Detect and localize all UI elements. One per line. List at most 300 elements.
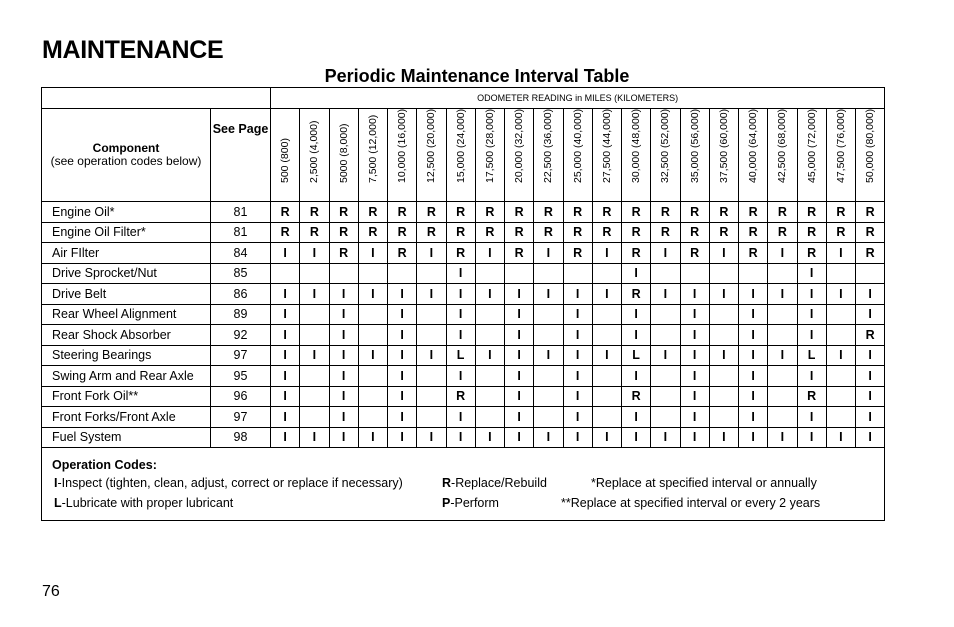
operation-code-cell xyxy=(475,263,504,284)
legend-row-2 xyxy=(52,496,874,516)
operation-code-cell: I xyxy=(446,325,475,346)
interval-header xyxy=(505,109,534,202)
table-row xyxy=(42,407,885,428)
operation-code-cell: I xyxy=(505,284,534,305)
operation-code-cell xyxy=(388,263,417,284)
interval-label: 37,500 (60,000) xyxy=(717,108,730,183)
odometer-header: ODOMETER READING in MILES (KILOMETERS) xyxy=(271,88,885,109)
operation-code-cell: I xyxy=(768,427,797,448)
operation-code-cell xyxy=(358,263,387,284)
table-row xyxy=(42,427,885,448)
operation-code-cell: I xyxy=(739,427,768,448)
interval-label: 5000 (8,000) xyxy=(337,123,350,183)
operation-code-cell xyxy=(680,263,709,284)
operation-code-cell: I xyxy=(271,284,300,305)
operation-code-cell xyxy=(709,366,738,387)
operation-code-cell xyxy=(709,263,738,284)
interval-header xyxy=(300,109,329,202)
operation-code-cell: I xyxy=(826,427,855,448)
interval-label: 10,000 (16,000) xyxy=(396,108,409,183)
operation-code-cell: I xyxy=(622,263,651,284)
operation-code-cell: R xyxy=(329,243,358,264)
operation-code-cell: I xyxy=(475,243,504,264)
legend-perform-code: P xyxy=(442,496,451,510)
interval-label: 27,500 (44,000) xyxy=(600,108,613,183)
operation-code-cell: I xyxy=(563,345,592,366)
operation-code-cell xyxy=(768,263,797,284)
component-name: Steering Bearings xyxy=(42,345,211,366)
operation-code-cell: I xyxy=(388,345,417,366)
operation-code-cell xyxy=(475,304,504,325)
operation-code-cell: I xyxy=(739,345,768,366)
legend-inspect-code: I xyxy=(54,476,58,490)
operation-code-cell xyxy=(505,263,534,284)
operation-code-cell: I xyxy=(563,304,592,325)
operation-code-cell: I xyxy=(505,386,534,407)
operation-code-cell xyxy=(417,263,446,284)
operation-code-cell: R xyxy=(826,202,855,223)
operation-code-cell: I xyxy=(417,284,446,305)
legend-double-star-note: **Replace at specified interval or every 2 years xyxy=(561,496,821,510)
see-page-value: 97 xyxy=(211,345,271,366)
interval-label: 47,500 (76,000) xyxy=(834,108,847,183)
operation-code-cell: I xyxy=(358,427,387,448)
component-name: Front Fork Oil** xyxy=(42,386,211,407)
operation-code-cell: I xyxy=(505,325,534,346)
operation-code-cell xyxy=(709,407,738,428)
operation-code-cell: I xyxy=(505,304,534,325)
operation-code-cell: I xyxy=(329,366,358,387)
legend-replace xyxy=(442,476,547,490)
operation-code-cell: I xyxy=(856,427,885,448)
see-page-value: 98 xyxy=(211,427,271,448)
operation-code-cell xyxy=(768,407,797,428)
legend-title: Operation Codes: xyxy=(52,458,157,472)
operation-code-cell: I xyxy=(563,284,592,305)
operation-code-cell: I xyxy=(739,325,768,346)
operation-code-cell xyxy=(417,366,446,387)
operation-code-cell xyxy=(300,407,329,428)
operation-code-cell: I xyxy=(417,345,446,366)
operation-code-cell: I xyxy=(651,427,680,448)
operation-code-cell: R xyxy=(622,284,651,305)
operation-code-cell: I xyxy=(680,386,709,407)
interval-header xyxy=(271,109,300,202)
operation-code-cell: R xyxy=(446,202,475,223)
component-name: Engine Oil* xyxy=(42,202,211,223)
operation-code-cell: I xyxy=(651,284,680,305)
operation-code-cell xyxy=(826,325,855,346)
interval-label: 42,500 (68,000) xyxy=(776,108,789,183)
operation-code-cell xyxy=(709,325,738,346)
operation-code-cell: I xyxy=(446,263,475,284)
table-row xyxy=(42,243,885,264)
operation-code-cell: I xyxy=(534,284,563,305)
operation-code-cell: I xyxy=(271,243,300,264)
operation-code-cell: I xyxy=(505,345,534,366)
operation-code-cell: I xyxy=(592,427,621,448)
interval-header xyxy=(592,109,621,202)
legend-lube-code: L xyxy=(54,496,62,510)
operation-code-cell: R xyxy=(622,222,651,243)
operation-code-cell: I xyxy=(505,407,534,428)
operation-code-cell: I xyxy=(329,407,358,428)
legend-star-note: *Replace at specified interval or annually xyxy=(591,476,817,490)
operation-code-cell: R xyxy=(563,243,592,264)
legend-perform xyxy=(442,496,499,510)
interval-header xyxy=(826,109,855,202)
operation-code-cell xyxy=(826,366,855,387)
operation-code-cell: R xyxy=(680,222,709,243)
table-row xyxy=(42,222,885,243)
operation-code-cell: R xyxy=(446,243,475,264)
interval-header xyxy=(739,109,768,202)
operation-code-cell: R xyxy=(622,386,651,407)
operation-code-cell: R xyxy=(739,202,768,223)
operation-code-cell xyxy=(300,304,329,325)
operation-code-cell xyxy=(417,325,446,346)
table-row xyxy=(42,386,885,407)
operation-code-cell: I xyxy=(475,427,504,448)
operation-code-cell: I xyxy=(446,304,475,325)
operation-code-cell: I xyxy=(797,407,826,428)
interval-label: 30,000 (48,000) xyxy=(630,108,643,183)
operation-code-cell: R xyxy=(505,222,534,243)
interval-label: 17,500 (28,000) xyxy=(483,108,496,183)
interval-header xyxy=(417,109,446,202)
operation-code-cell: I xyxy=(856,284,885,305)
operation-code-cell xyxy=(826,407,855,428)
component-name: Swing Arm and Rear Axle xyxy=(42,366,211,387)
see-page-value: 92 xyxy=(211,325,271,346)
operation-code-cell: I xyxy=(739,366,768,387)
operation-code-cell: R xyxy=(797,243,826,264)
operation-code-cell: I xyxy=(300,284,329,305)
operation-code-cell xyxy=(563,263,592,284)
operation-code-cell: R xyxy=(563,222,592,243)
component-header-label: Component xyxy=(92,141,160,155)
operation-code-cell: I xyxy=(651,243,680,264)
operation-code-cell: I xyxy=(709,427,738,448)
operation-code-cell: I xyxy=(856,366,885,387)
operation-code-cell xyxy=(768,386,797,407)
operation-code-cell: I xyxy=(680,427,709,448)
interval-label: 15,000 (24,000) xyxy=(454,108,467,183)
operation-code-cell: I xyxy=(388,325,417,346)
operation-code-cell: I xyxy=(358,243,387,264)
operation-code-cell: R xyxy=(856,222,885,243)
operation-code-cell: I xyxy=(592,345,621,366)
operation-code-cell: R xyxy=(446,386,475,407)
interval-label: 25,000 (40,000) xyxy=(571,108,584,183)
interval-header xyxy=(709,109,738,202)
interval-label: 35,000 (56,000) xyxy=(688,108,701,183)
interval-header xyxy=(446,109,475,202)
operation-code-cell xyxy=(651,386,680,407)
operation-code-cell: I xyxy=(271,345,300,366)
operation-code-cell: I xyxy=(797,325,826,346)
operation-code-cell: R xyxy=(680,202,709,223)
operation-code-cell xyxy=(651,263,680,284)
operation-code-cell: I xyxy=(768,243,797,264)
operation-code-cell: I xyxy=(856,386,885,407)
operation-code-cell xyxy=(768,325,797,346)
interval-header xyxy=(329,109,358,202)
table-row xyxy=(42,263,885,284)
operation-code-cell: I xyxy=(563,407,592,428)
operation-code-cell xyxy=(856,263,885,284)
operation-code-cell: R xyxy=(358,202,387,223)
operation-code-cell xyxy=(592,386,621,407)
page-title: MAINTENANCE xyxy=(42,36,224,64)
component-header xyxy=(42,109,211,202)
operation-code-cell: R xyxy=(388,243,417,264)
operation-code-cell xyxy=(534,366,563,387)
operation-code-cell: I xyxy=(856,304,885,325)
operation-code-cell xyxy=(651,325,680,346)
operation-code-cell: I xyxy=(563,427,592,448)
table-row xyxy=(42,202,885,223)
interval-header xyxy=(388,109,417,202)
component-name: Front Forks/Front Axle xyxy=(42,407,211,428)
operation-code-cell: I xyxy=(329,427,358,448)
operation-code-cell: I xyxy=(709,345,738,366)
component-name: Rear Shock Absorber xyxy=(42,325,211,346)
component-name: Fuel System xyxy=(42,427,211,448)
operation-code-cell: R xyxy=(329,202,358,223)
interval-label: 12,500 (20,000) xyxy=(425,108,438,183)
interval-label: 40,000 (64,000) xyxy=(747,108,760,183)
operation-code-cell: R xyxy=(680,243,709,264)
operation-code-cell xyxy=(358,325,387,346)
operation-code-cell: R xyxy=(651,202,680,223)
interval-label: 45,000 (72,000) xyxy=(805,108,818,183)
operation-code-cell: I xyxy=(388,366,417,387)
operation-code-cell: I xyxy=(446,284,475,305)
operation-code-cell: R xyxy=(739,243,768,264)
operation-code-cell: I xyxy=(475,284,504,305)
interval-header xyxy=(358,109,387,202)
operation-code-cell: R xyxy=(768,222,797,243)
legend-inspect-text: -Inspect (tighten, clean, adjust, correct or replace if necessary) xyxy=(57,476,403,490)
operation-code-cell: I xyxy=(329,304,358,325)
operation-code-cell: I xyxy=(709,243,738,264)
operation-code-cell xyxy=(329,263,358,284)
operation-code-cell: I xyxy=(358,345,387,366)
operation-code-cell: I xyxy=(797,427,826,448)
operation-code-cell xyxy=(768,304,797,325)
interval-label: 500 (800) xyxy=(279,138,292,183)
operation-code-cell: R xyxy=(534,222,563,243)
operation-code-cell: I xyxy=(680,366,709,387)
see-page-header: See Page xyxy=(211,109,271,202)
operation-code-cell: R xyxy=(651,222,680,243)
see-page-value: 81 xyxy=(211,202,271,223)
operation-code-cell: I xyxy=(622,304,651,325)
legend-row-1 xyxy=(52,476,874,496)
operation-code-cell: I xyxy=(826,243,855,264)
operation-code-cell: R xyxy=(739,222,768,243)
operation-code-cell: I xyxy=(768,345,797,366)
operation-code-cell: I xyxy=(300,243,329,264)
operation-code-cell: R xyxy=(300,222,329,243)
operation-code-cell: I xyxy=(534,243,563,264)
operation-code-cell xyxy=(300,366,329,387)
operation-code-cell: R xyxy=(388,202,417,223)
operation-code-cell xyxy=(475,386,504,407)
operation-code-cell: R xyxy=(826,222,855,243)
operation-code-cell: I xyxy=(446,407,475,428)
interval-label: 2,500 (4,000) xyxy=(308,120,321,183)
operation-code-cell: I xyxy=(358,284,387,305)
operation-code-cell: I xyxy=(329,386,358,407)
operation-code-cell: R xyxy=(505,202,534,223)
see-page-value: 97 xyxy=(211,407,271,428)
table-row xyxy=(42,366,885,387)
component-name: Drive Belt xyxy=(42,284,211,305)
interval-header xyxy=(534,109,563,202)
see-page-value: 81 xyxy=(211,222,271,243)
component-name: Drive Sprocket/Nut xyxy=(42,263,211,284)
component-header-note: (see operation codes below) xyxy=(50,154,202,168)
see-page-value: 96 xyxy=(211,386,271,407)
operation-code-cell: R xyxy=(534,202,563,223)
operation-code-cell xyxy=(300,263,329,284)
operation-code-cell: I xyxy=(271,386,300,407)
operation-code-cell xyxy=(534,304,563,325)
operation-code-cell xyxy=(826,263,855,284)
interval-label: 22,500 (36,000) xyxy=(542,108,555,183)
operation-code-cell: I xyxy=(739,304,768,325)
legend-perform-text: -Perform xyxy=(450,496,499,510)
interval-label: 32,500 (52,000) xyxy=(659,108,672,183)
interval-header xyxy=(475,109,504,202)
operation-code-cell: I xyxy=(446,366,475,387)
operation-code-cell: R xyxy=(709,222,738,243)
operation-code-cell xyxy=(768,366,797,387)
operation-code-cell: R xyxy=(417,222,446,243)
operation-code-cell: I xyxy=(680,325,709,346)
operation-code-cell: I xyxy=(826,284,855,305)
operation-code-cell: R xyxy=(475,222,504,243)
operation-code-cell: I xyxy=(739,386,768,407)
operation-code-cell: I xyxy=(797,366,826,387)
operation-code-cell: R xyxy=(592,202,621,223)
operation-code-cell: I xyxy=(739,407,768,428)
operation-code-cell: R xyxy=(856,202,885,223)
operation-code-cell xyxy=(475,407,504,428)
operation-code-cell: R xyxy=(271,222,300,243)
operation-code-cell: I xyxy=(622,366,651,387)
operation-code-cell xyxy=(592,304,621,325)
table-row xyxy=(42,284,885,305)
legend-replace-text: -Replace/Rebuild xyxy=(451,476,547,490)
operation-code-cell: R xyxy=(622,243,651,264)
operation-code-cell: I xyxy=(300,345,329,366)
interval-header xyxy=(797,109,826,202)
operation-code-cell: R xyxy=(592,222,621,243)
operation-code-cell: I xyxy=(797,284,826,305)
see-page-value: 85 xyxy=(211,263,271,284)
operation-code-cell xyxy=(475,366,504,387)
operation-code-cell: I xyxy=(417,243,446,264)
operation-code-cell: I xyxy=(271,325,300,346)
operation-code-cell: I xyxy=(271,304,300,325)
table-row xyxy=(42,325,885,346)
operation-code-cell: I xyxy=(505,366,534,387)
operation-code-cell: R xyxy=(505,243,534,264)
operation-code-cell: I xyxy=(797,263,826,284)
operation-code-cell: I xyxy=(271,366,300,387)
operation-code-cell: I xyxy=(417,427,446,448)
see-page-value: 86 xyxy=(211,284,271,305)
interval-header xyxy=(563,109,592,202)
operation-code-cell: I xyxy=(388,304,417,325)
operation-code-cell: R xyxy=(856,243,885,264)
operation-code-cell: I xyxy=(680,407,709,428)
maintenance-interval-table xyxy=(41,87,885,521)
operation-code-cell: I xyxy=(651,345,680,366)
operation-code-cell: I xyxy=(446,427,475,448)
legend-inspect xyxy=(54,476,403,490)
operation-code-cell xyxy=(475,325,504,346)
operation-code-cell xyxy=(592,325,621,346)
operation-code-cell: I xyxy=(592,284,621,305)
operation-code-cell: I xyxy=(534,345,563,366)
operation-code-cell: L xyxy=(797,345,826,366)
operation-code-cell xyxy=(592,366,621,387)
operation-code-cell xyxy=(709,304,738,325)
operation-code-cell xyxy=(358,386,387,407)
operation-code-cell: I xyxy=(739,284,768,305)
operation-code-cell: R xyxy=(856,325,885,346)
operation-code-cell: I xyxy=(563,366,592,387)
operation-code-cell: R xyxy=(271,202,300,223)
operation-code-cell: I xyxy=(329,325,358,346)
operation-code-cell: I xyxy=(271,407,300,428)
operation-code-cell: I xyxy=(271,427,300,448)
header-blank-cell xyxy=(42,88,271,109)
component-name: Air FIlter xyxy=(42,243,211,264)
operation-code-cell: R xyxy=(709,202,738,223)
operation-code-cell: R xyxy=(388,222,417,243)
operation-code-cell: I xyxy=(563,325,592,346)
operation-code-cell: I xyxy=(622,407,651,428)
operation-code-cell: I xyxy=(680,304,709,325)
operation-code-cell xyxy=(651,304,680,325)
interval-label: 50,000 (80,000) xyxy=(864,108,877,183)
interval-header xyxy=(768,109,797,202)
operation-code-cell: I xyxy=(797,304,826,325)
operation-code-cell: I xyxy=(388,407,417,428)
operation-code-cell xyxy=(417,407,446,428)
operation-code-cell: I xyxy=(768,284,797,305)
operation-code-cell xyxy=(826,304,855,325)
operation-code-cell: L xyxy=(446,345,475,366)
interval-label: 7,500 (12,000) xyxy=(366,114,379,183)
operation-code-cell xyxy=(417,386,446,407)
operation-code-cell: I xyxy=(856,407,885,428)
operation-code-cell xyxy=(534,263,563,284)
operation-code-cell xyxy=(534,325,563,346)
operation-code-cell xyxy=(709,386,738,407)
operation-code-cell xyxy=(739,263,768,284)
operation-code-cell xyxy=(300,386,329,407)
operation-code-cell: I xyxy=(563,386,592,407)
operation-code-cell: R xyxy=(797,386,826,407)
operation-code-cell: I xyxy=(388,427,417,448)
operation-code-cell: I xyxy=(505,427,534,448)
